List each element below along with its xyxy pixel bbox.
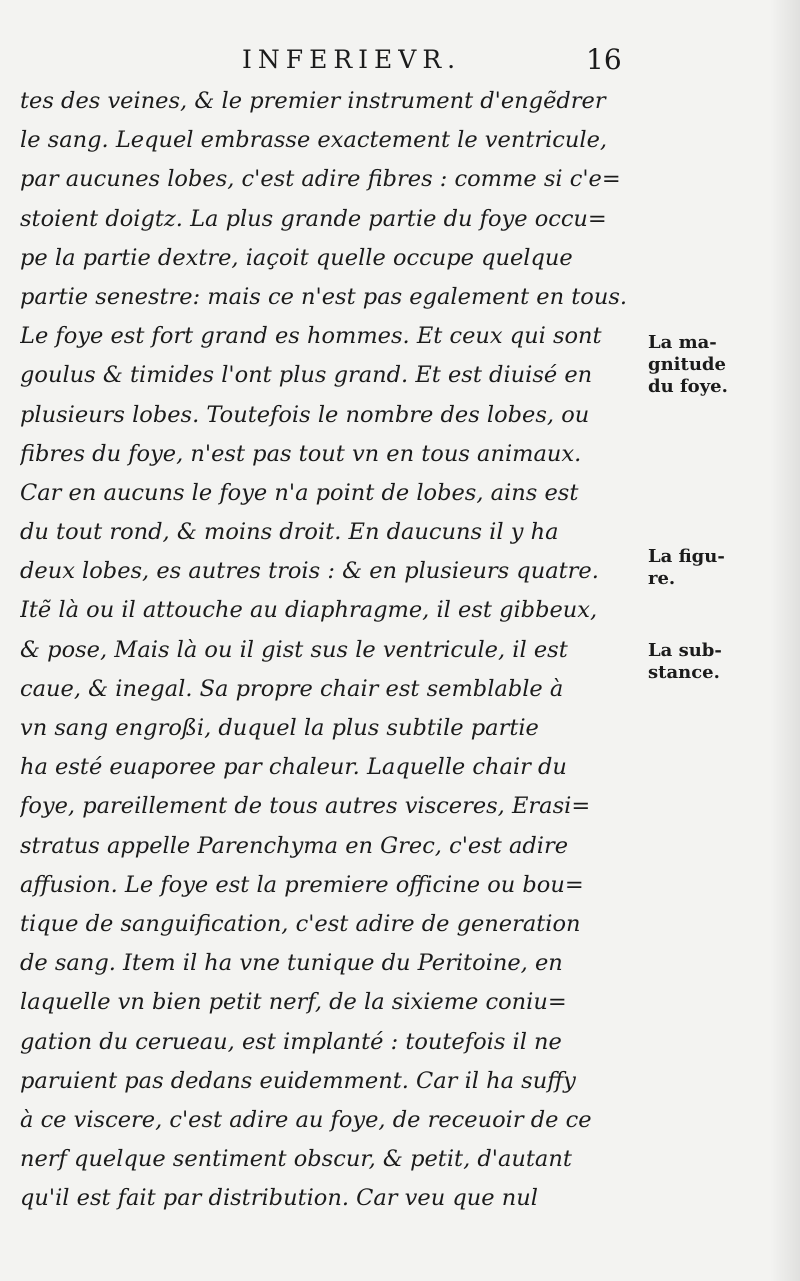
margin-note-line: stance. [648, 662, 720, 683]
text-line: nerf quelque sentiment obscur, & petit, d'autant [20, 1146, 572, 1173]
text-line: à ce viscere, c'est adire au foye, de receuoir de ce [20, 1106, 592, 1133]
running-head: INFERIEVR. [242, 45, 462, 74]
body-text [20, 82, 660, 1218]
text-line: fibres du foye, n'est pas tout vn en tous animaux. [20, 440, 582, 467]
text-line: deux lobes, es autres trois : & en plusieurs quatre. [20, 558, 599, 585]
text-line: le sang. Lequel embrasse exactement le ventricule, [20, 127, 608, 154]
margin-note-line: La sub- [648, 640, 722, 661]
text-line: Itẽ là ou il attouche au diaphragme, il est gibbeux, [20, 597, 598, 624]
text-line: goulus & timides l'ont plus grand. Et est diuisé en [20, 362, 593, 389]
text-line: qu'il est fait par distribution. Car veu que nul [20, 1185, 538, 1212]
text-line: stratus appelle Parenchyma en Grec, c'est adire [20, 832, 569, 859]
page-number: 16 [586, 43, 622, 76]
text-line: plusieurs lobes. Toutefois le nombre des lobes, ou [20, 401, 590, 428]
text-line: & pose, Mais là ou il gist sus le ventricule, il est [20, 636, 568, 663]
margin-note-line: La figu- [648, 546, 725, 567]
text-line: foye, pareillement de tous autres visceres, Erasi= [20, 793, 591, 820]
text-line: tes des veines, & le premier instrument d'engẽdrer [20, 88, 606, 114]
text-line: caue, & inegal. Sa propre chair est semblable à [20, 675, 564, 702]
text-line: affusion. Le foye est la premiere officine ou bou= [20, 871, 584, 898]
margin-note-figure [648, 546, 793, 590]
text-line: pe la partie dextre, iaçoit quelle occupe quelque [20, 244, 573, 271]
margin-note-substance [648, 640, 793, 684]
page-header [0, 38, 800, 82]
text-line: tique de sanguification, c'est adire de generation [20, 910, 581, 937]
margin-note-line: du foye. [648, 376, 728, 397]
text-line: paruient pas dedans euidemment. Car il ha suffy [20, 1067, 576, 1094]
text-line: laquelle vn bien petit nerf, de la sixieme coniu= [20, 989, 567, 1016]
margin-note-line: re. [648, 568, 676, 589]
text-line: Le foye est fort grand es hommes. Et ceux qui sont [20, 323, 602, 350]
text-line: Car en aucuns le foye n'a point de lobes, ains est [20, 479, 579, 506]
text-line: gation du cerueau, est implanté : toutefois il ne [20, 1028, 562, 1055]
margin-note-magnitude [648, 332, 793, 398]
text-line: de sang. Item il ha vne tunique du Peritoine, en [20, 950, 563, 977]
text-line: partie senestre: mais ce n'est pas egalement en tous. [20, 283, 628, 310]
text-line: ha esté euaporee par chaleur. Laquelle chair du [20, 754, 567, 781]
text-line: vn sang engroßi, duquel la plus subtile partie [20, 715, 539, 741]
margin-note-line: La ma- [648, 332, 717, 353]
text-line: par aucunes lobes, c'est adire fibres : comme si c'e= [20, 166, 621, 193]
text-line: stoient doigtz. La plus grande partie du foye occu= [20, 205, 607, 232]
text-line: du tout rond, & moins droit. En daucuns il y ha [20, 519, 559, 546]
margin-note-line: gnitude [648, 354, 726, 375]
